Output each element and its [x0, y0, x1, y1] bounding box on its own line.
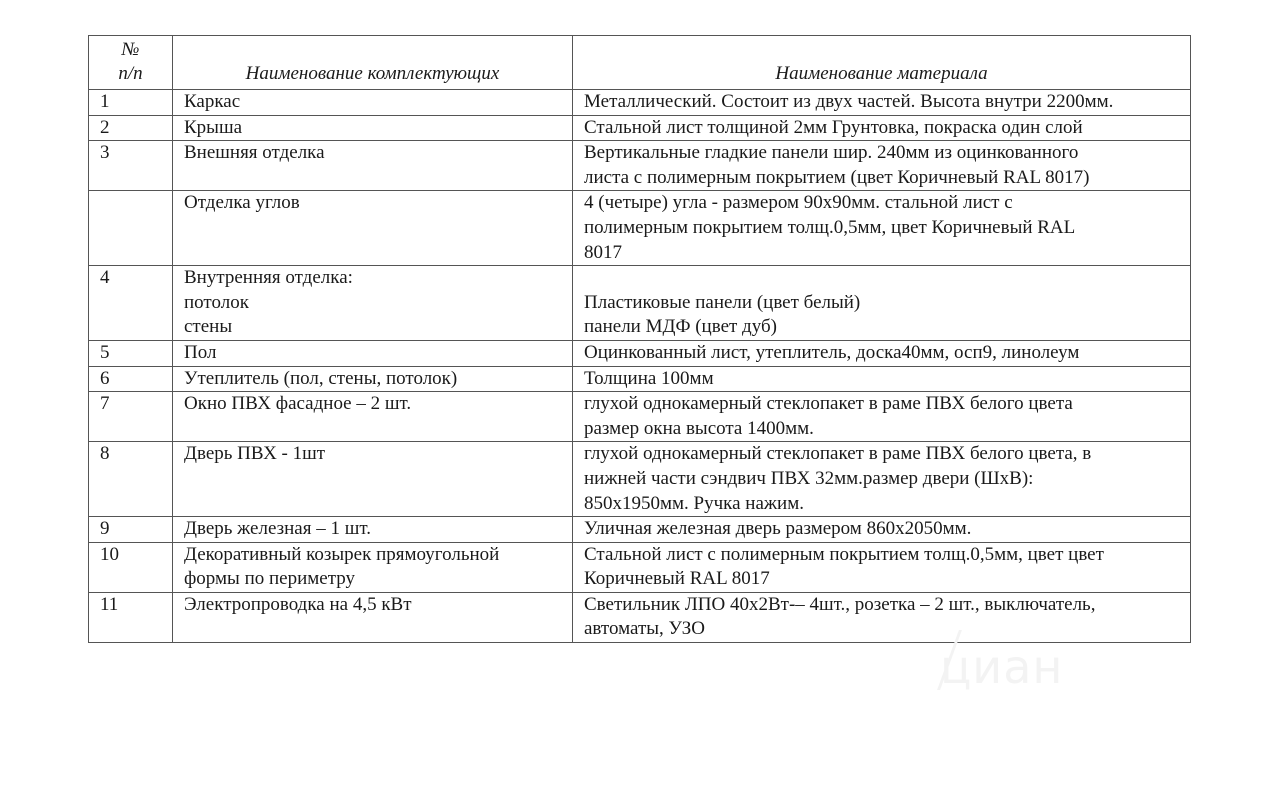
row-number: 5 [89, 340, 173, 366]
table-header-row [89, 36, 1191, 90]
row-material-line [584, 266, 1190, 291]
row-material-line: глухой однокамерный стеклопакет в раме ПВХ белого цвета, в [584, 443, 1092, 465]
row-material-line: Уличная железная дверь размером 860х2050мм. [584, 518, 972, 540]
table-row [89, 266, 1191, 341]
row-component [173, 542, 573, 592]
row-material-line: 850х1950мм. Ручка нажим. [584, 492, 804, 514]
row-number: 9 [89, 517, 173, 543]
row-material-line: глухой однокамерный стеклопакет в раме ПВХ белого цвета [584, 393, 1073, 415]
table-row [89, 542, 1191, 592]
row-number: 11 [89, 592, 173, 642]
row-number: 2 [89, 115, 173, 141]
row-component [173, 115, 573, 141]
row-component-line: формы по периметру [184, 568, 355, 590]
row-material-line: полимерным покрытием толщ.0,5мм, цвет Коричневый RAL [584, 216, 1076, 238]
row-component [173, 592, 573, 642]
row-material-line: Толщина 100мм [584, 367, 714, 389]
row-material-line: размер окна высота 1400мм. [584, 417, 814, 439]
header-number-label: n/n [118, 63, 143, 85]
row-material [573, 442, 1191, 517]
row-component-line: Окно ПВХ фасадное – 2 шт. [184, 393, 412, 415]
row-material [573, 592, 1191, 642]
table-row [89, 517, 1191, 543]
row-component-line: Крыша [184, 116, 243, 138]
row-number: 6 [89, 366, 173, 392]
row-material [573, 517, 1191, 543]
row-material [573, 141, 1191, 191]
row-component [173, 366, 573, 392]
row-material-line: Металлический. Состоит из двух частей. Высота внутри 2200мм. [584, 91, 1114, 112]
row-component [173, 141, 573, 191]
row-component-line: Дверь железная – 1 шт. [184, 518, 371, 540]
row-material [573, 115, 1191, 141]
row-material [573, 191, 1191, 266]
row-material-line: Стальной лист толщиной 2мм Грунтовка, покраска один слой [584, 116, 1083, 138]
row-material [573, 366, 1191, 392]
row-material-line: нижней части сэндвич ПВХ 32мм.размер двери (ШхВ): [584, 467, 1034, 489]
row-material-line: 4 (четыре) угла - размером 90х90мм. стальной лист с [584, 192, 1013, 214]
table-row [89, 340, 1191, 366]
row-component-line: Внутренняя отделка: [184, 267, 353, 289]
row-component [173, 266, 573, 341]
row-material [573, 340, 1191, 366]
row-component [173, 340, 573, 366]
row-material-line: автоматы, УЗО [584, 618, 705, 640]
row-component-line: потолок [184, 291, 249, 313]
row-component-line: Дверь ПВХ - 1шт [184, 443, 326, 465]
header-component: Наименование комплектующих [173, 36, 573, 90]
row-number: 1 [89, 90, 173, 116]
row-number: 10 [89, 542, 173, 592]
row-component [173, 191, 573, 266]
header-material: Наименование материала [573, 36, 1191, 90]
row-material-line: панели МДФ (цвет дуб) [584, 316, 777, 338]
row-material [573, 392, 1191, 442]
row-material-line: Светильник ЛПО 40х2Вт-– 4шт., розетка – 2 шт., выключатель, [584, 593, 1096, 615]
table-row [89, 90, 1191, 116]
specification-table [88, 35, 1191, 643]
row-component [173, 90, 573, 116]
row-component-line: Пол [184, 341, 217, 363]
row-number [89, 191, 173, 266]
row-number: 3 [89, 141, 173, 191]
table-row [89, 115, 1191, 141]
row-component-line: Декоративный козырек прямоугольной [184, 543, 500, 565]
row-component [173, 517, 573, 543]
row-material-line: 8017 [584, 241, 622, 263]
row-number: 8 [89, 442, 173, 517]
table-row [89, 592, 1191, 642]
row-material-line: листа с полимерным покрытием (цвет Коричневый RAL 8017) [584, 166, 1090, 188]
row-material-line: Оцинкованный лист, утеплитель, доска40мм, осп9, линолеум [584, 341, 1080, 363]
table-row [89, 366, 1191, 392]
row-number: 4 [89, 266, 173, 341]
row-material [573, 90, 1191, 116]
table-row [89, 141, 1191, 191]
row-component [173, 442, 573, 517]
row-material-line: Пластиковые панели (цвет белый) [584, 291, 861, 313]
row-material-line: Коричневый RAL 8017 [584, 568, 770, 590]
watermark: циан [940, 640, 1064, 694]
table-row [89, 191, 1191, 266]
table-row [89, 392, 1191, 442]
row-component-line: Каркас [184, 91, 241, 112]
row-component-line: стены [184, 316, 233, 338]
row-material [573, 266, 1191, 341]
row-component-line: Утеплитель (пол, стены, потолок) [184, 367, 458, 389]
table-row [89, 442, 1191, 517]
header-number-symbol: № [121, 38, 140, 60]
row-component-line: Внешняя отделка [184, 142, 325, 164]
row-component-line: Отделка углов [184, 192, 300, 214]
row-material-line: Вертикальные гладкие панели шир. 240мм из оцинкованного [584, 142, 1079, 164]
row-component [173, 392, 573, 442]
row-material [573, 542, 1191, 592]
header-number [89, 36, 173, 90]
row-material-line: Стальной лист с полимерным покрытием толщ.0,5мм, цвет цвет [584, 543, 1104, 565]
row-component-line: Электропроводка на 4,5 кВт [184, 593, 412, 615]
row-number: 7 [89, 392, 173, 442]
